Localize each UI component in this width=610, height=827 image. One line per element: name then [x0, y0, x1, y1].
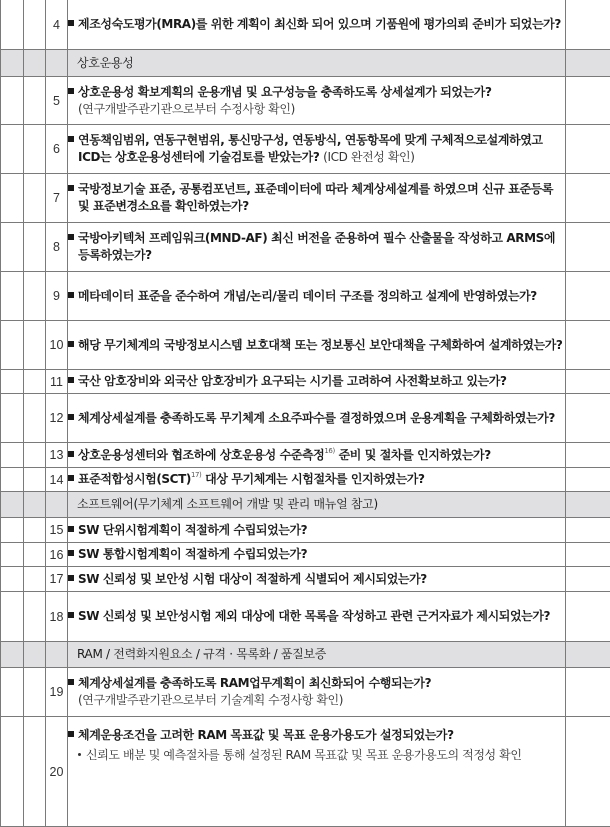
question-text: 표준적합성시험(SCT) — [78, 472, 191, 486]
item-content — [68, 443, 566, 468]
square-bullet-icon — [68, 414, 74, 420]
blank-cell — [1, 543, 24, 567]
item-number: 11 — [46, 370, 68, 394]
question-text: 체계상세설계를 충족하도록 무기체계 소요주파수를 결정하였으며 운용계획을 구체화하였는가? — [78, 410, 555, 425]
table-row — [1, 321, 610, 370]
item-number: 6 — [46, 125, 68, 174]
table-row — [1, 174, 610, 223]
blank-cell — [1, 717, 24, 827]
item-content — [68, 174, 566, 223]
check-cell[interactable] — [566, 717, 610, 827]
blank-cell — [46, 492, 68, 518]
table-row — [1, 370, 610, 394]
section-title: RAM / 전력화지원요소 / 규격 · 목록화 / 품질보증 — [68, 642, 566, 668]
section-title: 상호운용성 — [68, 50, 566, 77]
dot-bullet-icon — [78, 753, 81, 756]
blank-cell — [24, 592, 46, 642]
item-number: 17 — [46, 567, 68, 592]
item-content — [68, 468, 566, 492]
item-number: 13 — [46, 443, 68, 468]
blank-cell — [24, 567, 46, 592]
sub-item — [68, 747, 565, 764]
table-row — [1, 668, 610, 717]
item-note: (연구개발주관기관으로부터 수정사항 확인) — [78, 101, 295, 116]
check-cell[interactable] — [566, 468, 610, 492]
square-bullet-icon — [68, 475, 74, 481]
blank-cell — [24, 668, 46, 717]
square-bullet-icon — [68, 575, 74, 581]
question-text: 해당 무기체계의 국방정보시스템 보호대책 또는 정보통신 보안대책을 구체화하여 설계하였는가? — [78, 337, 563, 352]
item-content — [68, 125, 566, 174]
check-cell[interactable] — [566, 0, 610, 50]
square-bullet-icon — [68, 234, 74, 240]
blank-cell — [1, 272, 24, 321]
blank-cell — [1, 77, 24, 125]
question-text: 체계상세설계를 충족하도록 RAM업무계획이 최신화되어 수행되는가? — [78, 676, 432, 690]
table-row — [1, 0, 610, 50]
blank-cell — [46, 50, 68, 77]
section-header-row — [1, 642, 610, 668]
square-bullet-icon — [68, 526, 74, 532]
item-content — [68, 518, 566, 543]
blank-cell — [24, 518, 46, 543]
blank-cell — [24, 642, 46, 668]
blank-cell — [24, 174, 46, 223]
footnote-ref[interactable]: 17) — [190, 471, 202, 479]
table-row — [1, 272, 610, 321]
check-cell[interactable] — [566, 223, 610, 272]
check-cell[interactable] — [566, 394, 610, 443]
item-content — [68, 543, 566, 567]
blank-cell — [1, 174, 24, 223]
table-row — [1, 223, 610, 272]
square-bullet-icon — [68, 731, 74, 737]
question-text: 상호운용성센터와 협조하에 상호운용성 수준측정 — [78, 447, 325, 462]
question-text-cont: 대상 무기체계는 시험절차를 인지하였는가? — [201, 472, 425, 486]
question-text: 국방아키텍처 프레임워크(MND-AF) 최신 버전을 준용하여 필수 산출물을 작성하고 ARMS에 등록하였는가? — [78, 231, 556, 262]
square-bullet-icon — [68, 550, 74, 556]
table-row — [1, 567, 610, 592]
question-text: 국방정보기술 표준, 공통컴포넌트, 표준데이터에 따라 체계상세설계를 하였으며 신규 표준등록 및 표준변경소요를 확인하였는가? — [78, 182, 554, 213]
check-cell[interactable] — [566, 443, 610, 468]
blank-cell — [24, 443, 46, 468]
footnote-ref[interactable]: 16) — [324, 446, 335, 455]
question-text: 제조성숙도평가(MRA)를 위한 계획이 최신화 되어 있으며 기품원에 평가의뢰 준비가 되었는가? — [78, 17, 561, 31]
table-row — [1, 543, 610, 567]
question-text-cont: 준비 및 절차를 인지하였는가? — [334, 447, 491, 462]
blank-cell — [24, 50, 46, 77]
item-number: 9 — [46, 272, 68, 321]
blank-cell — [24, 125, 46, 174]
check-cell[interactable] — [566, 321, 610, 370]
blank-cell — [1, 567, 24, 592]
blank-cell — [24, 492, 46, 518]
check-cell[interactable] — [566, 125, 610, 174]
blank-cell — [1, 125, 24, 174]
question-text: 체계운용조건을 고려한 RAM 목표값 및 목표 운용가용도가 설정되었는가? — [78, 728, 454, 742]
section-header-row — [1, 492, 610, 518]
question-text: SW 신뢰성 및 보안성시험 제외 대상에 대한 목록을 작성하고 관련 근거자료가 제시되었는가? — [78, 609, 551, 623]
check-cell[interactable] — [566, 518, 610, 543]
item-content — [68, 223, 566, 272]
square-bullet-icon — [68, 612, 74, 618]
blank-cell — [1, 394, 24, 443]
blank-cell — [24, 468, 46, 492]
blank-cell — [1, 50, 24, 77]
item-number: 4 — [46, 0, 68, 50]
blank-cell — [1, 492, 24, 518]
question-text: 상호운용성 확보계획의 운용개념 및 요구성능을 충족하도록 상세설계가 되었는가? — [78, 84, 492, 99]
blank-cell — [1, 223, 24, 272]
check-cell[interactable] — [566, 567, 610, 592]
item-content — [68, 0, 566, 50]
blank-cell — [1, 370, 24, 394]
item-number: 15 — [46, 518, 68, 543]
table-row — [1, 77, 610, 125]
item-number: 12 — [46, 394, 68, 443]
item-number: 10 — [46, 321, 68, 370]
blank-cell — [24, 370, 46, 394]
question-text: 국산 암호장비와 외국산 암호장비가 요구되는 시기를 고려하여 사전확보하고 있는가? — [78, 374, 507, 388]
item-content — [68, 717, 566, 827]
blank-cell — [1, 518, 24, 543]
table-row — [1, 125, 610, 174]
blank-cell — [1, 468, 24, 492]
blank-cell — [24, 717, 46, 827]
check-cell[interactable] — [566, 272, 610, 321]
table-row — [1, 443, 610, 468]
blank-cell — [566, 642, 610, 668]
square-bullet-icon — [68, 451, 74, 457]
item-content — [68, 272, 566, 321]
check-cell[interactable] — [566, 174, 610, 223]
item-content — [68, 321, 566, 370]
blank-cell — [1, 592, 24, 642]
item-content — [68, 668, 566, 717]
blank-cell — [1, 0, 24, 50]
blank-cell — [566, 492, 610, 518]
blank-cell — [1, 668, 24, 717]
item-number: 7 — [46, 174, 68, 223]
item-number: 5 — [46, 77, 68, 125]
check-cell[interactable] — [566, 592, 610, 642]
section-header-row — [1, 50, 610, 77]
item-number: 18 — [46, 592, 68, 642]
item-content — [68, 592, 566, 642]
item-content — [68, 370, 566, 394]
table-row — [1, 717, 610, 827]
square-bullet-icon — [68, 136, 74, 142]
check-cell[interactable] — [566, 77, 610, 125]
square-bullet-icon — [68, 377, 74, 383]
question-text: SW 통합시험계획이 적절하게 수립되었는가? — [78, 547, 308, 561]
blank-cell — [24, 394, 46, 443]
item-number: 14 — [46, 468, 68, 492]
square-bullet-icon — [68, 185, 74, 191]
item-note: (연구개발주관기관으로부터 기술계획 수정사항 확인) — [78, 693, 344, 707]
item-note: (ICD 완전성 확인) — [323, 150, 415, 164]
table-row — [1, 518, 610, 543]
question-text: 연동책임범위, 연동구현범위, 통신망구성, 연동방식, 연동항목에 맞게 구체적으로설계하였고 ICD는 상호운용성센터에 기술검토를 받았는가? — [78, 133, 543, 164]
item-number: 19 — [46, 668, 68, 717]
blank-cell — [24, 223, 46, 272]
question-text: SW 단위시험계획이 적절하게 수립되었는가? — [78, 522, 308, 537]
blank-cell — [24, 543, 46, 567]
blank-cell — [1, 321, 24, 370]
table-row — [1, 394, 610, 443]
item-number: 8 — [46, 223, 68, 272]
section-title: 소프트웨어(무기체계 소프트웨어 개발 및 관리 매뉴얼 참고) — [68, 492, 566, 518]
check-cell[interactable] — [566, 668, 610, 717]
blank-cell — [566, 50, 610, 77]
check-cell[interactable] — [566, 370, 610, 394]
square-bullet-icon — [68, 341, 74, 347]
square-bullet-icon — [68, 20, 74, 26]
item-number: 20 — [46, 717, 68, 827]
square-bullet-icon — [68, 679, 74, 685]
table-row — [1, 592, 610, 642]
blank-cell — [1, 642, 24, 668]
question-text: SW 신뢰성 및 보안성 시험 대상이 적절하게 식별되어 제시되었는가? — [78, 571, 427, 586]
item-content — [68, 394, 566, 443]
blank-cell — [24, 0, 46, 50]
blank-cell — [46, 642, 68, 668]
blank-cell — [24, 77, 46, 125]
item-content — [68, 567, 566, 592]
blank-cell — [24, 321, 46, 370]
square-bullet-icon — [68, 88, 74, 94]
blank-cell — [24, 272, 46, 321]
item-number: 16 — [46, 543, 68, 567]
blank-cell — [1, 443, 24, 468]
question-text: 메타데이터 표준을 준수하여 개념/논리/물리 데이터 구조를 정의하고 설계에 반영하였는가? — [78, 288, 537, 303]
square-bullet-icon — [68, 292, 74, 298]
sub-item-text: 신뢰도 배분 및 예측절차를 통해 설정된 RAM 목표값 및 목표 운용가용도의 적정성 확인 — [86, 748, 522, 762]
check-cell[interactable] — [566, 543, 610, 567]
item-content — [68, 77, 566, 125]
table-row — [1, 468, 610, 492]
